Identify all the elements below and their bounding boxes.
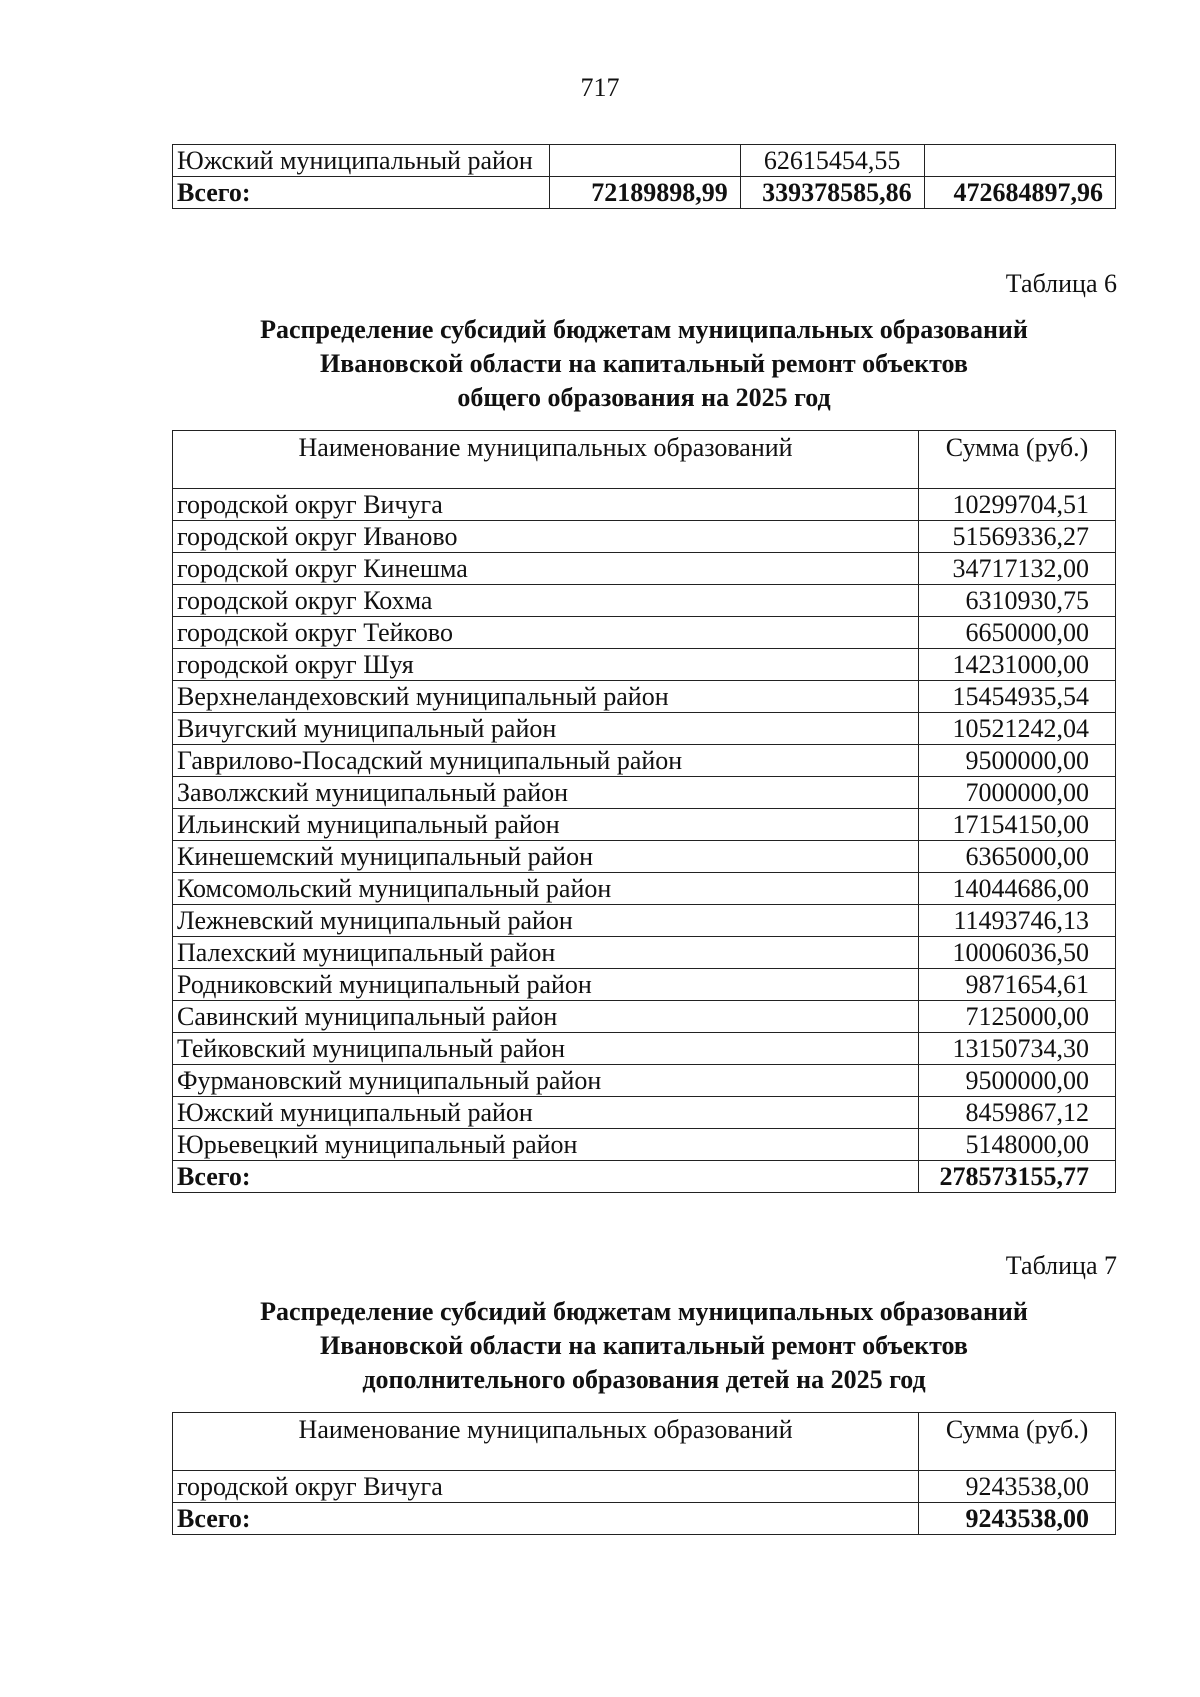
row-sum: 15454935,54 <box>919 681 1116 713</box>
table-row <box>173 969 1116 1001</box>
page-number: 717 <box>580 73 620 102</box>
row-name: Ильинский муниципальный район <box>173 809 919 841</box>
table-row <box>173 1097 1116 1129</box>
table6-title-line: Ивановской области на капитальный ремонт объектов <box>320 349 968 378</box>
header-sum: Сумма (руб.) <box>919 1413 1116 1471</box>
total-label: Всего: <box>173 1161 919 1193</box>
table-row <box>173 1471 1116 1503</box>
row-sum: 14231000,00 <box>919 649 1116 681</box>
table-row <box>173 489 1116 521</box>
row-sum: 17154150,00 <box>919 809 1116 841</box>
total-value-col3: 339378585,86 <box>740 177 924 209</box>
total-value-col2: 72189898,99 <box>550 177 741 209</box>
row-sum: 51569336,27 <box>919 521 1116 553</box>
header-name: Наименование муниципальных образований <box>173 431 919 489</box>
row-name: Южский муниципальный район <box>173 145 550 177</box>
row-name: Фурмановский муниципальный район <box>173 1065 919 1097</box>
table-row <box>173 521 1116 553</box>
row-name: городской округ Вичуга <box>173 489 919 521</box>
row-name: Палехский муниципальный район <box>173 937 919 969</box>
total-label: Всего: <box>173 1503 919 1535</box>
row-name: городской округ Кинешма <box>173 553 919 585</box>
row-name: городской округ Вичуга <box>173 1471 919 1503</box>
row-name: Вичугский муниципальный район <box>173 713 919 745</box>
row-sum: 9500000,00 <box>919 1065 1116 1097</box>
row-sum: 6310930,75 <box>919 585 1116 617</box>
table-row <box>173 937 1116 969</box>
table7-body <box>173 1471 1116 1503</box>
continuation-table <box>172 144 1116 209</box>
row-sum: 7000000,00 <box>919 777 1116 809</box>
row-sum: 5148000,00 <box>919 1129 1116 1161</box>
table-row <box>173 1129 1116 1161</box>
total-row <box>173 177 1116 209</box>
row-name: Юрьевецкий муниципальный район <box>173 1129 919 1161</box>
total-sum: 9243538,00 <box>919 1503 1116 1535</box>
table-row <box>173 1065 1116 1097</box>
row-name: Лежневский муниципальный район <box>173 905 919 937</box>
row-sum: 34717132,00 <box>919 553 1116 585</box>
row-name: Родниковский муниципальный район <box>173 969 919 1001</box>
table-row <box>173 713 1116 745</box>
table6 <box>172 430 1116 1193</box>
row-sum: 13150734,30 <box>919 1033 1116 1065</box>
row-sum: 10006036,50 <box>919 937 1116 969</box>
table-header-row <box>173 1413 1116 1471</box>
header-name: Наименование муниципальных образований <box>173 1413 919 1471</box>
row-sum: 9500000,00 <box>919 745 1116 777</box>
row-name: Тейковский муниципальный район <box>173 1033 919 1065</box>
table-row <box>173 873 1116 905</box>
table6-body <box>173 489 1116 1161</box>
row-name: городской округ Кохма <box>173 585 919 617</box>
table7-title-line: дополнительного образования детей на 2025 год <box>362 1365 926 1394</box>
row-name: Заволжский муниципальный район <box>173 777 919 809</box>
table-row <box>173 841 1116 873</box>
table-row <box>173 585 1116 617</box>
total-row <box>173 1161 1116 1193</box>
table7 <box>172 1412 1116 1535</box>
total-sum: 278573155,77 <box>919 1161 1116 1193</box>
row-sum: 11493746,13 <box>919 905 1116 937</box>
row-sum: 8459867,12 <box>919 1097 1116 1129</box>
row-value-col3: 62615454,55 <box>740 145 924 177</box>
row-sum: 6365000,00 <box>919 841 1116 873</box>
table-row <box>173 905 1116 937</box>
table6-title <box>172 313 1116 415</box>
table-row <box>173 617 1116 649</box>
row-name: Кинешемский муниципальный район <box>173 841 919 873</box>
row-name: Савинский муниципальный район <box>173 1001 919 1033</box>
row-sum: 10299704,51 <box>919 489 1116 521</box>
table6-title-line: Распределение субсидий бюджетам муниципальных образований <box>260 315 1028 344</box>
row-value-col4 <box>924 145 1115 177</box>
table-row <box>173 1001 1116 1033</box>
row-name: Гаврилово-Посадский муниципальный район <box>173 745 919 777</box>
row-name: Верхнеландеховский муниципальный район <box>173 681 919 713</box>
table-row <box>173 745 1116 777</box>
row-sum: 7125000,00 <box>919 1001 1116 1033</box>
table-row <box>173 145 1116 177</box>
total-value-col4: 472684897,96 <box>924 177 1115 209</box>
table6-label: Таблица 6 <box>1005 269 1117 298</box>
row-sum: 9243538,00 <box>919 1471 1116 1503</box>
table7-title-line: Распределение субсидий бюджетам муниципальных образований <box>260 1297 1028 1326</box>
table-row <box>173 809 1116 841</box>
table-row <box>173 1033 1116 1065</box>
row-sum: 6650000,00 <box>919 617 1116 649</box>
row-value-col2 <box>550 145 741 177</box>
header-sum: Сумма (руб.) <box>919 431 1116 489</box>
row-name: Комсомольский муниципальный район <box>173 873 919 905</box>
row-name: городской округ Тейково <box>173 617 919 649</box>
row-sum: 9871654,61 <box>919 969 1116 1001</box>
row-sum: 14044686,00 <box>919 873 1116 905</box>
table7-title-line: Ивановской области на капитальный ремонт объектов <box>320 1331 968 1360</box>
total-row <box>173 1503 1116 1535</box>
table-row <box>173 681 1116 713</box>
row-name: городской округ Шуя <box>173 649 919 681</box>
row-sum: 10521242,04 <box>919 713 1116 745</box>
table6-title-line: общего образования на 2025 год <box>457 383 831 412</box>
total-label: Всего: <box>173 177 550 209</box>
row-name: городской округ Иваново <box>173 521 919 553</box>
table-row <box>173 649 1116 681</box>
row-name: Южский муниципальный район <box>173 1097 919 1129</box>
table-row <box>173 553 1116 585</box>
table-header-row <box>173 431 1116 489</box>
table7-title <box>172 1295 1116 1397</box>
table-row <box>173 777 1116 809</box>
table7-label: Таблица 7 <box>1005 1251 1117 1280</box>
